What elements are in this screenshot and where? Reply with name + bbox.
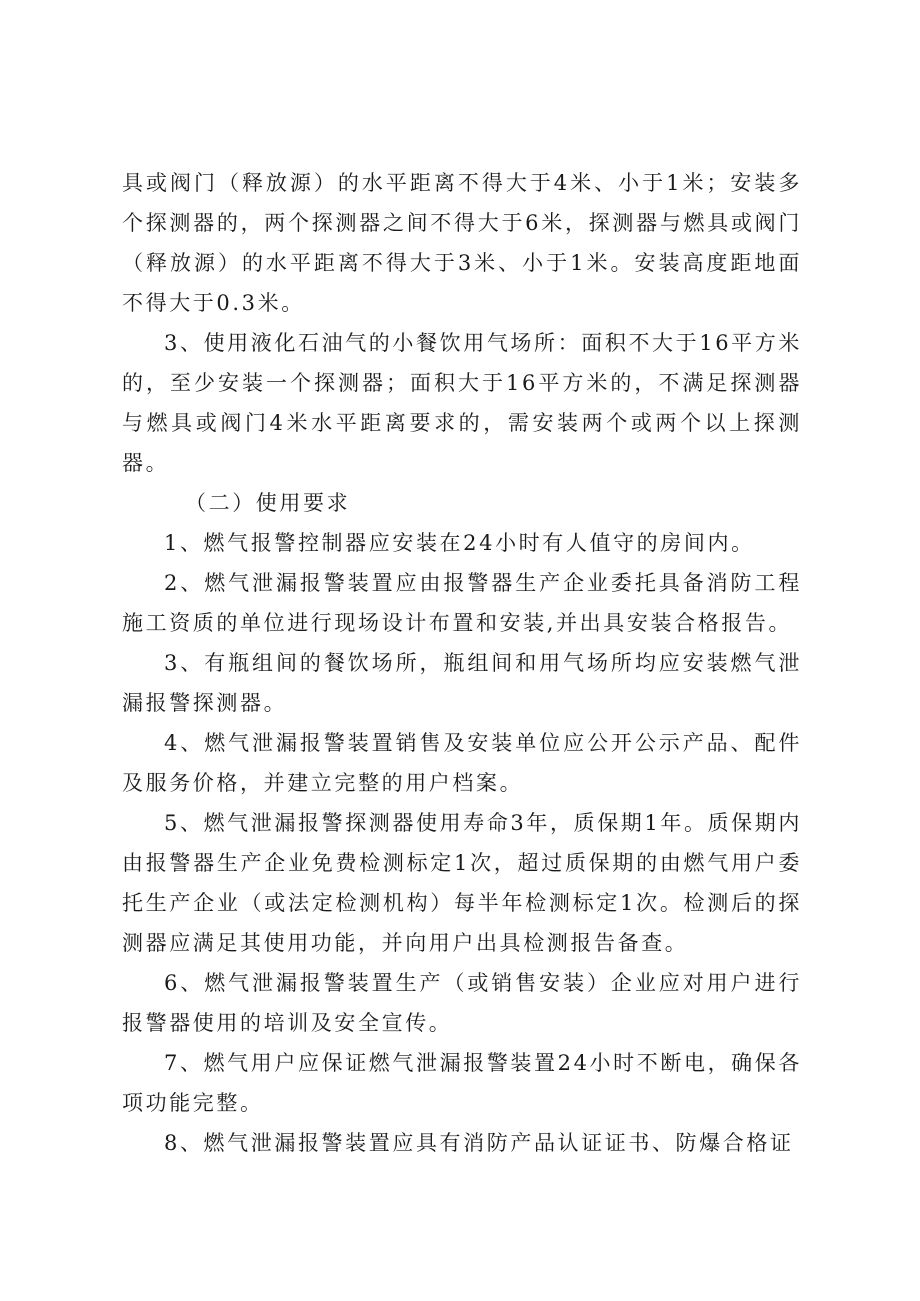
paragraph-requirement-3: 3、有瓶组间的餐饮场所，瓶组间和用气场所均应安装燃气泄漏报警探测器。: [122, 651, 802, 715]
document-body: [122, 163, 802, 1163]
paragraph-requirement-4: 4、燃气泄漏报警装置销售及安装单位应公开公示产品、配件及服务价格，并建立完整的用户档案。: [122, 731, 802, 795]
paragraph-requirement-6: 6、燃气泄漏报警装置生产（或销售安装）企业应对用户进行报警器使用的培训及安全宣传。: [122, 971, 802, 1035]
paragraph-requirement-2: 2、燃气泄漏报警装置应由报警器生产企业委托具备消防工程施工资质的单位进行现场设计布置和安装,并出具安装合格报告。: [122, 571, 802, 635]
paragraph-requirement-7: 7、燃气用户应保证燃气泄漏报警装置24小时不断电，确保各项功能完整。: [122, 1051, 802, 1115]
section-heading-usage-requirements: （二）使用要求: [185, 491, 351, 515]
paragraph-continuation: 具或阀门（释放源）的水平距离不得大于4米、小于1米；安装多个探测器的，两个探测器之间不得大于6米，探测器与燃具或阀门（释放源）的水平距离不得大于3米、小于1米。安装高度距地面不得大于0.3米。: [122, 171, 802, 315]
paragraph-requirement-5: 5、燃气泄漏报警探测器使用寿命3年，质保期1年。质保期内由报警器生产企业免费检测标定1次，超过质保期的由燃气用户委托生产企业（或法定检测机构）每半年检测标定1次。检测后的探测器应满足其使用功能，并向用户出具检测报告备查。: [122, 811, 802, 955]
paragraph-lpg-requirement: 3、使用液化石油气的小餐饮用气场所：面积不大于16平方米的，至少安装一个探测器；面积大于16平方米的，不满足探测器与燃具或阀门4米水平距离要求的，需安装两个或两个以上探测器。: [122, 331, 802, 475]
paragraph-requirement-8: 8、燃气泄漏报警装置应具有消防产品认证证书、防爆合格证: [164, 1131, 794, 1155]
paragraph-requirement-1: 1、燃气报警控制器应安装在24小时有人值守的房间内。: [164, 531, 755, 555]
